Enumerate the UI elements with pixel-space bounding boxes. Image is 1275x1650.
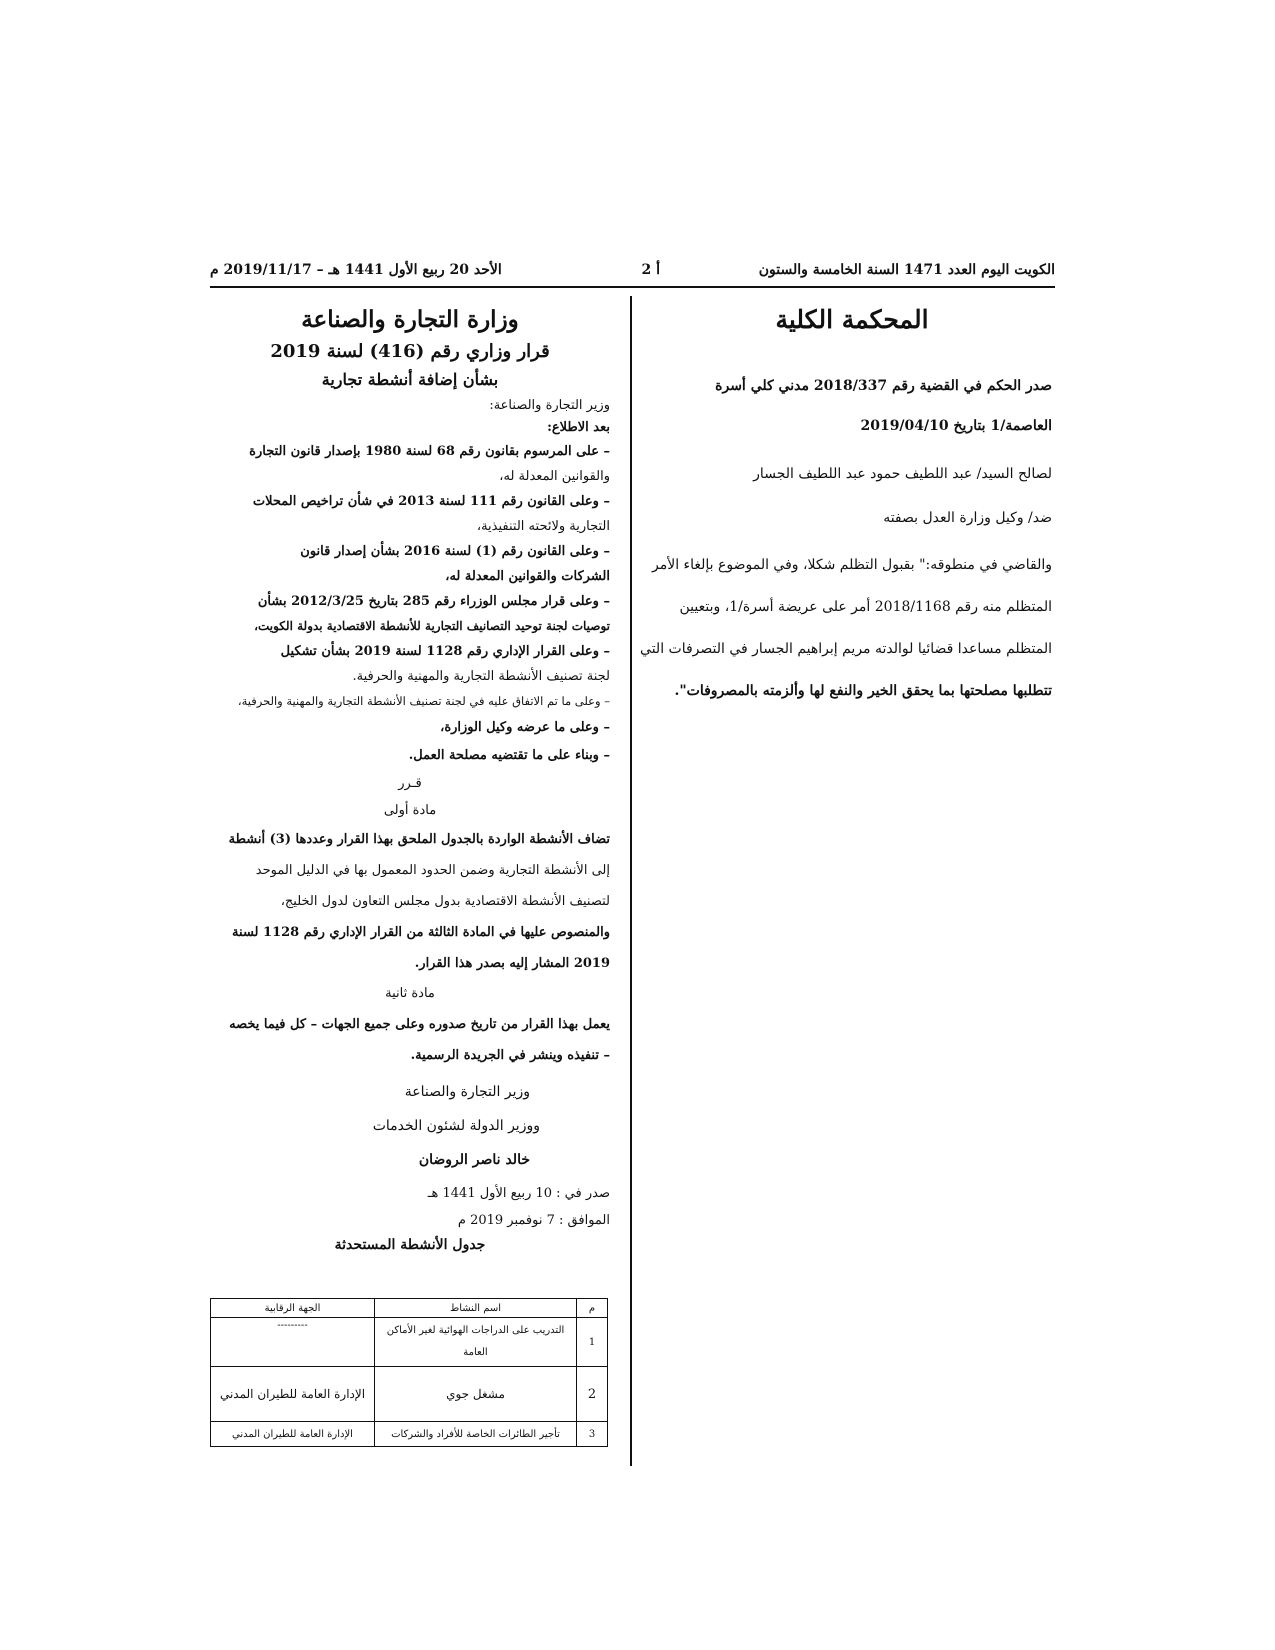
decision-subject: بشأن إضافة أنشطة تجارية <box>321 370 499 389</box>
decided-heading: قـرر <box>398 776 422 791</box>
cell-activity: تأجير الطائرات الخاصة للأفراد والشركات <box>375 1422 577 1447</box>
after-review-line: بعد الاطلاع: <box>547 420 610 435</box>
cell-num: 2 <box>577 1367 608 1422</box>
preamble-line: – وعلى قرار مجلس الوزراء رقم 285 بتاريخ 2012/3/25 بشأن <box>257 594 610 609</box>
header-num: م <box>577 1299 608 1318</box>
court-line: المتظلم مساعدا قضائيا لوالدته مريم إبراهيم الجسار في التصرفات التي <box>640 641 1052 657</box>
header-activity: اسم النشاط <box>375 1299 577 1318</box>
signature-line: وزير التجارة والصناعة <box>404 1084 530 1100</box>
article1-line: لتصنيف الأنشطة الاقتصادية بدول مجلس التعاون لدول الخليج، <box>280 894 610 909</box>
preamble-line: لجنة تصنيف الأنشطة التجارية والمهنية والحرفية. <box>352 669 610 684</box>
issued-gregorian: الموافق : 7 نوفمبر 2019 م <box>457 1213 610 1228</box>
preamble-line: توصيات لجنة توحيد التصانيف التجارية للأنشطة الاقتصادية بدولة الكويت، <box>254 619 610 633</box>
court-line: المتظلم منه رقم 2018/1168 أمر على عريضة أسرة/1، وبتعيين <box>679 599 1052 615</box>
page-header <box>210 262 1055 288</box>
preamble-line: – وعلى القرار الإداري رقم 1128 لسنة 2019 بشأن تشكيل <box>280 644 610 659</box>
preamble-line: التجارية ولائحته التنفيذية، <box>476 519 610 534</box>
preamble-line: الشركات والقوانين المعدلة له، <box>445 569 610 584</box>
header-rule <box>210 286 1055 288</box>
signature-line: ووزير الدولة لشئون الخدمات <box>372 1118 540 1134</box>
header-page-number: أ 2 <box>641 262 660 278</box>
court-line: لصالح السيد/ عبد اللطيف حمود عبد اللطيف الجسار <box>753 466 1052 482</box>
court-line: العاصمة/1 بتاريخ 2019/04/10 <box>860 418 1052 434</box>
header-publication: الكويت اليوم العدد 1471 السنة الخامسة والستون <box>758 262 1055 278</box>
court-line: تتطلبها مصلحتها بما يحقق الخير والنفع لها وألزمته بالمصروفات". <box>674 683 1052 699</box>
court-title: المحكمة الكلية <box>775 305 929 334</box>
cell-authority: الإدارة العامة للطيران المدني <box>211 1367 375 1422</box>
article1-line: تضاف الأنشطة الواردة بالجدول الملحق بهذا القرار وعددها (3) أنشطة <box>228 832 610 847</box>
article1-title: مادة أولى <box>383 803 437 818</box>
ministry-section <box>210 300 610 1253</box>
ministry-title: وزارة التجارة والصناعة <box>301 306 519 333</box>
table-title: جدول الأنشطة المستحدثة <box>334 1237 486 1253</box>
preamble-line: – وعلى ما تم الاتفاق عليه في لجنة تصنيف الأنشطة التجارية والمهنية والحرفية، <box>237 694 610 708</box>
article2-line: – تنفيذه وينشر في الجريدة الرسمية. <box>410 1048 610 1063</box>
table-header-row <box>211 1299 608 1318</box>
table-row <box>211 1367 608 1422</box>
signature-block <box>210 1075 610 1177</box>
cell-authority: --------- <box>211 1318 375 1367</box>
preamble-line: – وعلى القانون رقم (1) لسنة 2016 بشأن إصدار قانون <box>300 544 610 559</box>
article1-line: 2019 المشار إليه بصدر هذا القرار. <box>414 956 610 971</box>
preamble-line: والقوانين المعدلة له، <box>499 469 610 484</box>
court-line: والقاضي في منطوقه:" بقبول التظلم شكلا، وفي الموضوع بإلغاء الأمر <box>652 557 1052 573</box>
cell-activity: مشغل جوي <box>375 1367 577 1422</box>
header-authority: الجهة الرقابية <box>211 1299 375 1318</box>
preamble-line: – وعلى ما عرضه وكيل الوزارة، <box>440 720 610 735</box>
article1-line: إلى الأنشطة التجارية وضمن الحدود المعمول بها في الدليل الموحد <box>255 863 610 878</box>
issued-hijri: صدر في : 10 ربيع الأول 1441 هـ <box>427 1186 610 1201</box>
minister-line: وزير التجارة والصناعة: <box>489 398 610 413</box>
header-date: الأحد 20 ربيع الأول 1441 هـ – 2019/11/17 م <box>210 262 502 278</box>
article2-title: مادة ثانية <box>385 986 435 1001</box>
preamble-line: – وبناء على ما تقتضيه مصلحة العمل. <box>408 748 610 763</box>
table-row <box>211 1422 608 1447</box>
court-line: صدر الحكم في القضية رقم 2018/337 مدني كلي أسرة <box>715 378 1052 394</box>
cell-num: 1 <box>577 1318 608 1367</box>
signature-name: خالد ناصر الروضان <box>418 1152 530 1168</box>
cell-activity: التدريب على الدراجات الهوائية لغير الأماكن العامة <box>375 1318 577 1367</box>
court-section <box>640 300 1052 712</box>
cell-num: 3 <box>577 1422 608 1447</box>
cell-authority: الإدارة العامة للطيران المدني <box>211 1422 375 1447</box>
article1-line: والمنصوص عليها في المادة الثالثة من القرار الإداري رقم 1128 لسنة <box>232 925 610 940</box>
decision-title: قرار وزاري رقم (416) لسنة 2019 <box>270 341 550 362</box>
activities-table <box>210 1298 608 1447</box>
preamble-line: – وعلى القانون رقم 111 لسنة 2013 في شأن تراخيص المحلات <box>252 494 610 509</box>
article2-line: يعمل بهذا القرار من تاريخ صدوره وعلى جميع الجهات – كل فيما يخصه <box>229 1017 610 1032</box>
table-row <box>211 1318 608 1367</box>
court-line: ضد/ وكيل وزارة العدل بصفته <box>883 510 1052 526</box>
preamble-line: – على المرسوم بقانون رقم 68 لسنة 1980 بإصدار قانون التجارة <box>249 444 610 459</box>
column-divider <box>630 296 632 1466</box>
